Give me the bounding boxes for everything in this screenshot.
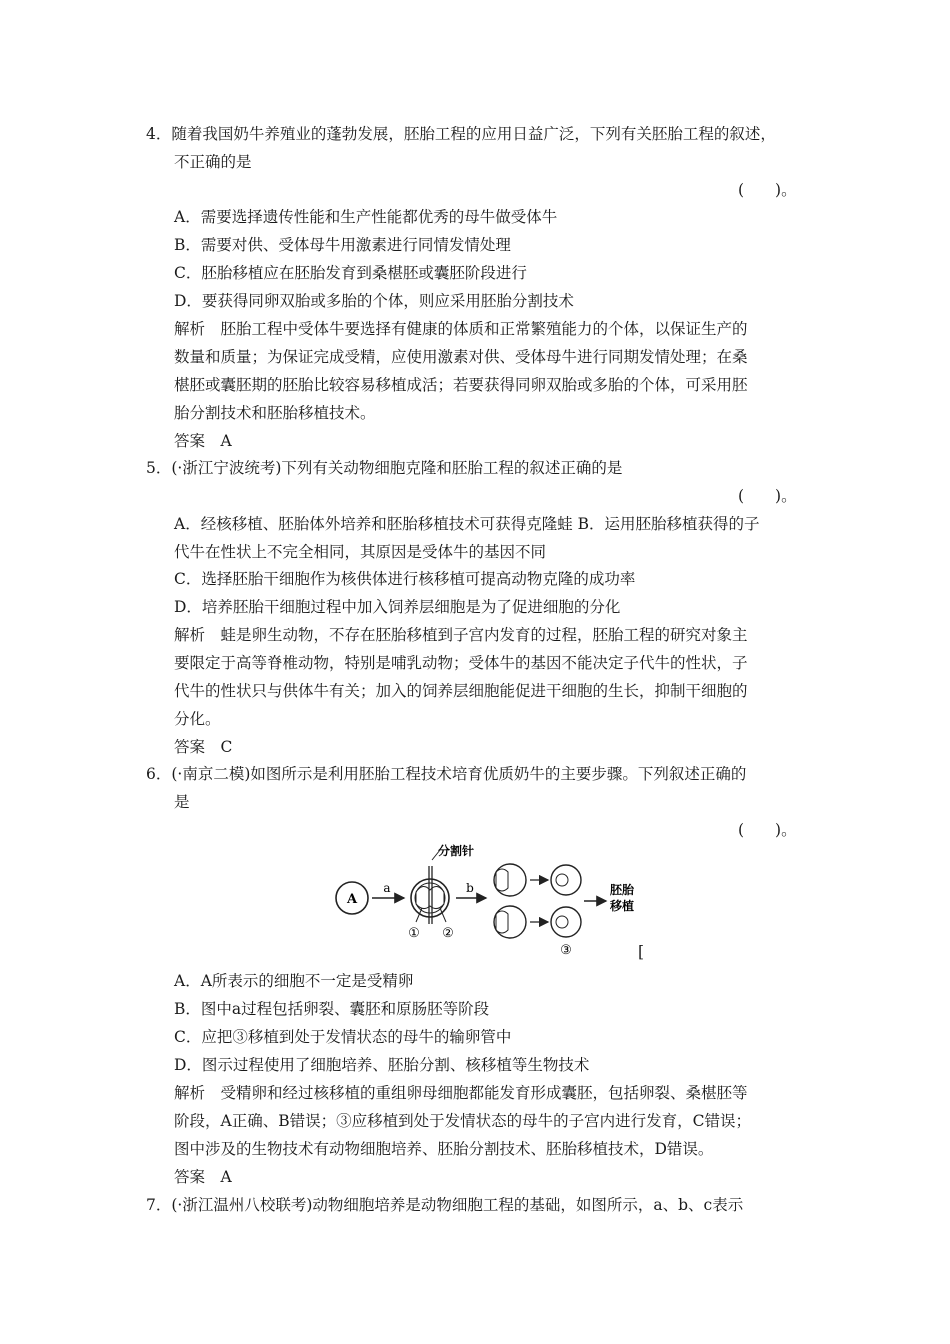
mark-1: ①	[408, 926, 420, 941]
q5-analysis-line-2: 要限定于高等脊椎动物，特别是哺乳动物；受体牛的基因不能决定子代牛的性状，子	[174, 654, 748, 672]
embryo-transfer-label-1: 胚胎	[610, 883, 635, 897]
q4-analysis-line-3: 椹胚或囊胚期的胚胎比较容易移植成活；若要获得同卵双胎或多胎的个体，可采用胚	[174, 376, 748, 394]
q6-analysis-line-1: 解析 受精卵和经过核移植的重组卵母细胞都能发育形成囊胚，包括卵裂、桑椹胚等	[174, 1084, 748, 1102]
q4-analysis-line-4: 胎分割技术和胚胎移植技术。	[174, 404, 376, 422]
q6-analysis-line-2: 阶段，A正确、B错误；③应移植到处于发情状态的母牛的子宫内进行发育，C错误；	[174, 1112, 751, 1130]
q4-analysis-line-2: 数量和质量；为保证完成受精，应使用激素对供、受体母牛进行同期发情处理；在桑	[174, 348, 748, 366]
embryo-top	[551, 865, 581, 895]
q6-analysis-line-3: 图中涉及的生物技术有动物细胞培养、胚胎分割技术、胚胎移植技术，D错误。	[174, 1140, 714, 1158]
q6-answer: 答案 A	[174, 1168, 232, 1186]
q4-answer-blank: ( )。	[738, 181, 797, 199]
q5-option-line-4: D．培养胚胎干细胞过程中加入饲养层细胞是为了促进细胞的分化	[174, 598, 621, 616]
q5-option-line-3: C．选择胚胎干细胞作为核供体进行核移植可提高动物克隆的成功率	[174, 570, 636, 588]
q5-analysis-line-3: 代牛的性状只与供体牛有关；加入的饲养层细胞能促进干细胞的生长，抑制干细胞的	[174, 682, 748, 700]
arrow-a-label: a	[383, 881, 391, 895]
q5-analysis-line-4: 分化。	[174, 710, 221, 728]
blastocyst	[411, 879, 449, 917]
q4-stem-line-1: 4．随着我国奶牛养殖业的蓬勃发展，胚胎工程的应用日益广泛，下列有关胚胎工程的叙述，	[146, 125, 776, 143]
q5-stem-line-1: 5．(·浙江宁波统考)下列有关动物细胞克隆和胚胎工程的叙述正确的是	[146, 459, 623, 477]
mark-2: ②	[442, 926, 454, 941]
arrow-b-label: b	[466, 881, 474, 895]
half-embryo-top	[494, 864, 526, 896]
q6-option-a: A．A所表示的细胞不一定是受精卵	[174, 972, 414, 990]
q6-answer-blank: ( )。	[738, 821, 797, 839]
half-embryo-bottom	[494, 906, 526, 938]
embryo-transfer-label-2: 移植	[610, 899, 635, 913]
q7-stem-line-1: 7．(·浙江温州八校联考)动物细胞培养是动物细胞工程的基础，如图所示，a、b、c表示	[146, 1196, 744, 1214]
q5-answer-blank: ( )。	[738, 487, 797, 505]
mark-3: ③	[560, 943, 572, 958]
cell-a	[336, 882, 368, 914]
q5-analysis-line-1: 解析 蛙是卵生动物，不存在胚胎移植到子宫内发育的过程，胚胎工程的研究对象主	[174, 626, 748, 644]
q5-answer: 答案 C	[174, 738, 233, 756]
q6-stem-line-1: 6．(·南京二模)如图所示是利用胚胎工程技术培育优质奶牛的主要步骤。下列叙述正确的	[146, 765, 747, 783]
cell-a-label: A	[346, 892, 358, 907]
q5-option-line-2: 代牛在性状上不完全相同，其原因是受体牛的基因不同	[174, 543, 547, 561]
q4-option-a: A．需要选择遗传性能和生产性能都优秀的母牛做受体牛	[174, 208, 558, 226]
q4-option-d: D．要获得同卵双胎或多胎的个体，则应采用胚胎分割技术	[174, 292, 574, 310]
arrow-a	[372, 881, 404, 898]
q4-option-c: C．胚胎移植应在胚胎发育到桑椹胚或囊胚阶段进行	[174, 264, 527, 282]
q5-option-line-1: A．经核移植、胚胎体外培养和胚胎移植技术可获得克隆蛙 B．运用胚胎移植获得的子	[174, 515, 760, 533]
q4-analysis-line-1: 解析 胚胎工程中受体牛要选择有健康的体质和正常繁殖能力的个体，以保证生产的	[174, 320, 748, 338]
stray-bracket: [	[638, 943, 645, 961]
arrow-b	[456, 881, 486, 898]
q6-option-b: B．图中a过程包括卵裂、囊胚和原肠胚等阶段	[174, 1000, 490, 1018]
q6-option-d: D．图示过程使用了细胞培养、胚胎分割、核移植等生物技术	[174, 1056, 590, 1074]
embryo-bottom	[551, 907, 581, 937]
q4-option-b: B．需要对供、受体母牛用激素进行同情发情处理	[174, 236, 511, 254]
q4-answer: 答案 A	[174, 432, 232, 450]
q6-option-c: C．应把③移植到处于发情状态的母牛的输卵管中	[174, 1028, 512, 1046]
split-needle-label: 分割针	[438, 844, 475, 858]
q6-stem-line-2: 是	[174, 793, 190, 811]
q4-stem-line-2: 不正确的是	[174, 153, 252, 171]
embryo-splitting-diagram	[330, 842, 650, 960]
